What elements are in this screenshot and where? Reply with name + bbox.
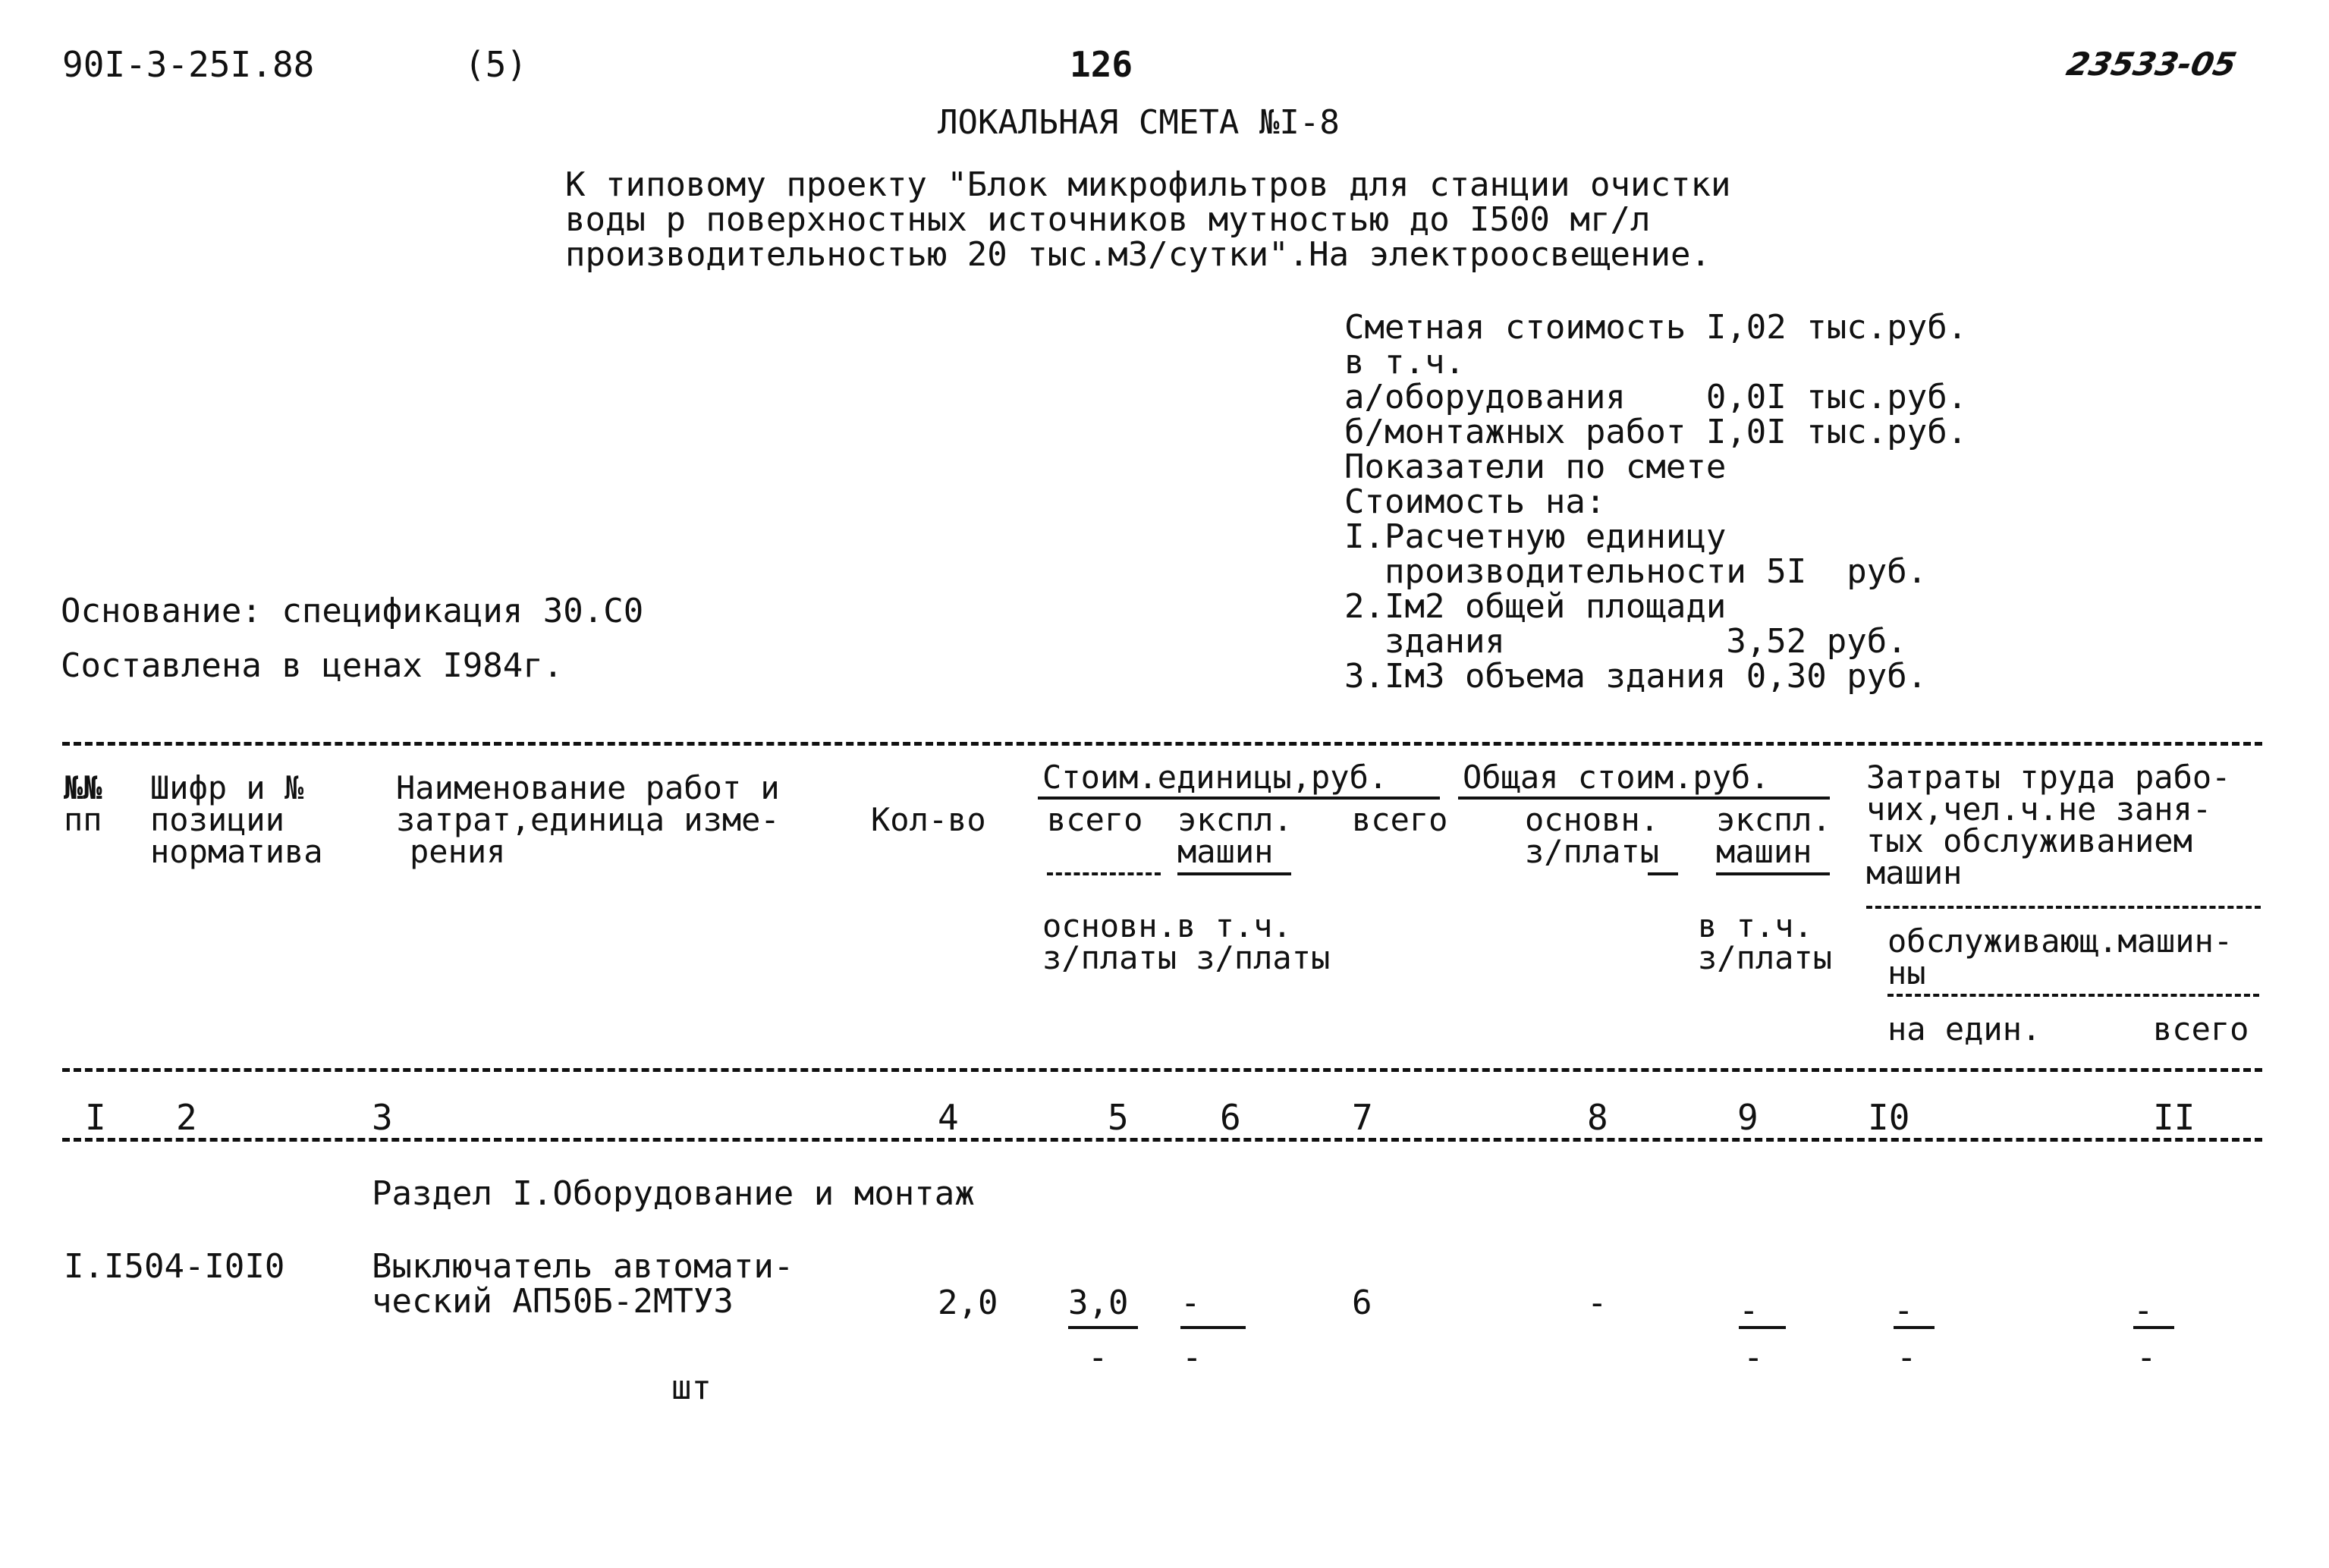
- col56-sub-label: основн.в т.ч.: [1042, 907, 1292, 944]
- column-number: 4: [938, 1097, 959, 1138]
- col-code-label: позиции: [150, 801, 285, 838]
- col7-label: всего: [1352, 801, 1448, 838]
- unit-cost-underline: [1038, 797, 1440, 800]
- labor-sub-label: обслуживающ.машин-: [1887, 922, 2233, 960]
- row-labor-unit: -: [1894, 1291, 1914, 1330]
- summary-line: 2.Iм2 общей площади: [1344, 587, 1727, 626]
- row-unit: шт: [671, 1368, 712, 1407]
- summary-line: Показатели по смете: [1344, 448, 1727, 486]
- summary-line: 3.Iм3 объема здания 0,30 руб.: [1344, 657, 1928, 696]
- column-number: I0: [1868, 1097, 1910, 1138]
- summary-line: I.Расчетную единицу: [1344, 517, 1727, 556]
- col9-underline: [1716, 872, 1830, 875]
- page-number: 126: [1070, 44, 1133, 85]
- row-unit-wage: -: [1088, 1338, 1108, 1377]
- col6-label: экспл.: [1177, 801, 1293, 838]
- separator-line: [62, 1068, 2262, 1072]
- row-mach-wage: -: [1182, 1338, 1202, 1377]
- column-number: I: [85, 1097, 106, 1138]
- row-base-wage: -: [1587, 1284, 1608, 1322]
- row-name: ческий АП50Б-2МТУ3: [372, 1282, 734, 1321]
- summary-line: производительности 5I руб.: [1344, 552, 1928, 591]
- labor-sub-underline: [1887, 994, 2259, 997]
- col9-label: машин: [1716, 833, 1812, 870]
- summary-line: Стоимость на:: [1344, 482, 1606, 521]
- column-number: 7: [1352, 1097, 1373, 1138]
- summary-line: в т.ч.: [1344, 343, 1465, 382]
- per-unit-label: на един.: [1887, 1010, 2041, 1048]
- summary-line: б/монтажных работ I,0I тыс.руб.: [1344, 413, 1968, 451]
- project-line: К типовому проекту "Блок микрофильтров для станции очистки: [565, 165, 1731, 204]
- column-number: 6: [1220, 1097, 1241, 1138]
- project-line: производительностью 20 тыс.м3/сутки".На электроосвещение.: [565, 235, 1711, 274]
- summary-line: Сметная стоимость I,02 тыс.руб.: [1344, 308, 1968, 347]
- labor-sub-label: ны: [1887, 954, 1926, 991]
- summary-line: здания 3,52 руб.: [1344, 622, 1907, 661]
- row-labor-unit-underline: [1894, 1326, 1935, 1329]
- row-unit-mach-underline: [1180, 1326, 1246, 1329]
- col-name-label: затрат,единица изме-: [396, 801, 780, 838]
- total-label: всего: [2153, 1010, 2249, 1048]
- total-cost-underline: [1458, 797, 1830, 800]
- col-qty-label: Кол-во: [871, 801, 986, 838]
- labor-label: тых обслуживанием: [1866, 822, 2192, 859]
- prices-text: Составлена в ценах I984г.: [61, 646, 564, 685]
- col56-sub-label: з/платы з/платы: [1042, 939, 1331, 976]
- col8-label: з/платы: [1525, 833, 1660, 870]
- unit-cost-title: Стоим.единицы,руб.: [1042, 759, 1388, 796]
- col6-label: машин: [1177, 833, 1274, 870]
- row-mach-total: -: [1739, 1291, 1759, 1330]
- col-code-label: Шифр и №: [150, 769, 304, 806]
- page-title: ЛОКАЛЬНАЯ СМЕТА №I-8: [938, 103, 1340, 142]
- col8-label: основн.: [1525, 801, 1660, 838]
- col5-label: всего: [1047, 801, 1143, 838]
- col5-underline: [1047, 872, 1161, 875]
- col-code-label: норматива: [150, 833, 323, 870]
- row-total: 6: [1352, 1284, 1372, 1322]
- inventory-stamp: 23533-05: [2063, 46, 2240, 83]
- separator-line: [62, 742, 2262, 746]
- labor-sub-overline: [1866, 906, 2261, 909]
- project-line: воды р поверхностных источников мутностью до I500 мг/л: [565, 200, 1651, 239]
- section-title: Раздел I.Оборудование и монтаж: [372, 1174, 975, 1213]
- row-mach-total-wage: -: [1743, 1338, 1764, 1377]
- labor-label: Затраты труда рабо-: [1866, 759, 2231, 796]
- col9-label: экспл.: [1716, 801, 1831, 838]
- row-code: I.I504-I0I0: [64, 1247, 285, 1286]
- row-labor-total-sub: -: [2136, 1338, 2157, 1377]
- row-labor-total: -: [2133, 1291, 2154, 1330]
- col-name-label: Наименование работ и: [396, 769, 780, 806]
- column-number: 9: [1737, 1097, 1759, 1138]
- basis-text: Основание: спецификация 30.С0: [61, 592, 644, 630]
- column-numbers-underline: [62, 1138, 2262, 1142]
- col9-sub-label: з/платы: [1698, 939, 1833, 976]
- column-number: 5: [1108, 1097, 1129, 1138]
- row-unit-total: 3,0: [1068, 1284, 1129, 1322]
- row-unit-mach: -: [1180, 1284, 1201, 1322]
- document-part: (5): [464, 44, 528, 85]
- col8-underline: [1648, 872, 1678, 875]
- row-qty: 2,0: [938, 1284, 998, 1322]
- row-labor-total-underline: [2133, 1326, 2174, 1329]
- column-number: II: [2153, 1097, 2195, 1138]
- column-number: 2: [176, 1097, 197, 1138]
- col-num-label: пп: [64, 801, 102, 838]
- document-code: 90I-3-25I.88: [62, 44, 315, 85]
- col-name-label: рения: [410, 833, 506, 870]
- summary-line: а/оборудования 0,0I тыс.руб.: [1344, 378, 1968, 416]
- col-num-label: №№: [64, 769, 102, 806]
- column-number: 8: [1587, 1097, 1608, 1138]
- row-labor-unit-sub: -: [1897, 1338, 1917, 1377]
- col9-sub-label: в т.ч.: [1698, 907, 1813, 944]
- labor-label: чих,чел.ч.не заня-: [1866, 790, 2212, 828]
- total-cost-title: Общая стоим.руб.: [1463, 759, 1770, 796]
- row-mach-total-underline: [1739, 1326, 1786, 1329]
- labor-label: машин: [1866, 854, 1963, 891]
- row-name: Выключатель автомати-: [372, 1247, 794, 1286]
- column-number: 3: [372, 1097, 393, 1138]
- col6-underline: [1177, 872, 1291, 875]
- row-unit-total-underline: [1068, 1326, 1138, 1329]
